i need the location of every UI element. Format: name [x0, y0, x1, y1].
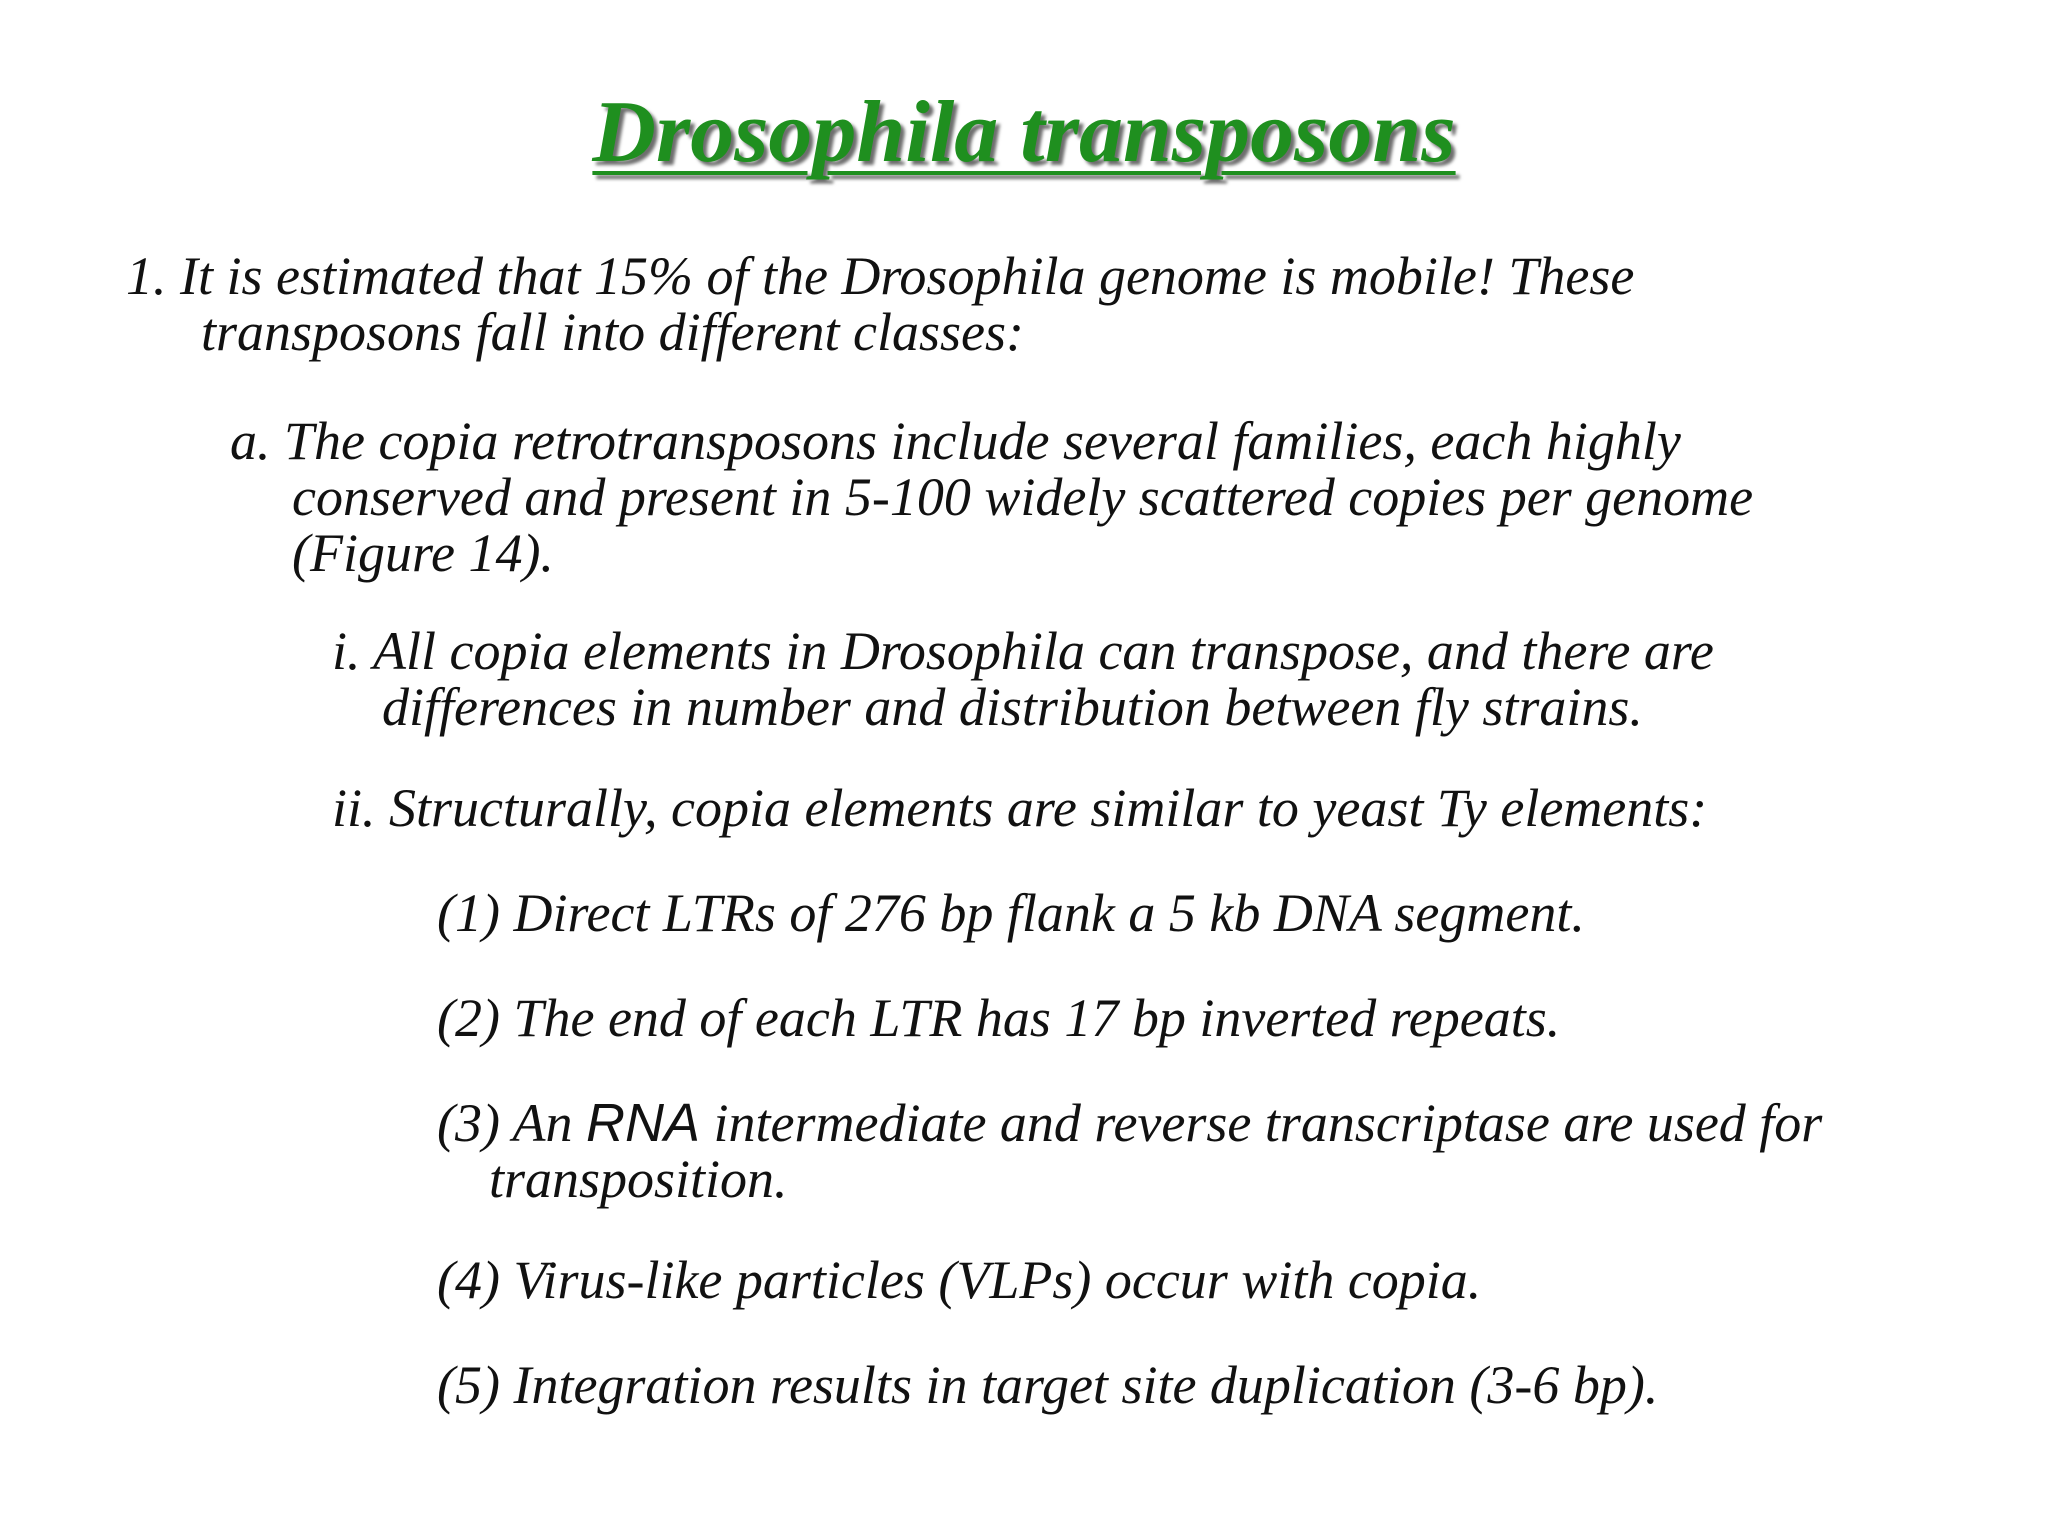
point-1 [126, 248, 1634, 360]
point-sub-3 [437, 1095, 1822, 1207]
point-i-line-2: differences in number and distribution between fly strains. [382, 677, 1643, 737]
point-1-line-1: 1. It is estimated that 15% of the Drosophila genome is mobile! These [126, 246, 1635, 306]
point-sub-2-line-1: (2) The end of each LTR has 17 bp inverted repeats. [437, 988, 1561, 1048]
point-a-line-1: a. The copia retrotransposons include several families, each highly [230, 411, 1681, 471]
point-sub-3-rna: RNA [585, 1093, 700, 1153]
point-sub-2 [437, 990, 1560, 1046]
point-sub-1-line-1: (1) Direct LTRs of 276 bp flank a 5 kb DNA segment. [437, 883, 1585, 943]
point-ii [332, 780, 1707, 836]
point-sub-3-line-1 [437, 1095, 1822, 1151]
point-sub-3-suffix: intermediate and reverse transcriptase are used for [700, 1093, 1823, 1153]
point-i [332, 623, 1714, 735]
point-i-line-1: i. All copia elements in Drosophila can transpose, and there are [332, 621, 1714, 681]
point-sub-3-prefix: (3) An [437, 1093, 586, 1153]
point-a-line-2: conserved and present in 5-100 widely scattered copies per genome [292, 467, 1754, 527]
point-1-line-2: transposons fall into different classes: [201, 302, 1024, 362]
slide-title [0, 78, 2048, 188]
point-a [230, 413, 1753, 581]
point-a-line-3: (Figure 14). [292, 523, 554, 583]
point-ii-line-1: ii. Structurally, copia elements are similar to yeast Ty elements: [332, 778, 1708, 838]
point-sub-4-line-1: (4) Virus-like particles (VLPs) occur with copia. [437, 1250, 1482, 1310]
slide-title-text: Drosophila transposons [592, 84, 1456, 181]
point-sub-4 [437, 1252, 1481, 1308]
point-sub-1 [437, 885, 1585, 941]
point-sub-3-line-2: transposition. [489, 1149, 788, 1209]
point-sub-5-line-1: (5) Integration results in target site duplication (3-6 bp). [437, 1355, 1659, 1415]
point-sub-5 [437, 1357, 1658, 1413]
